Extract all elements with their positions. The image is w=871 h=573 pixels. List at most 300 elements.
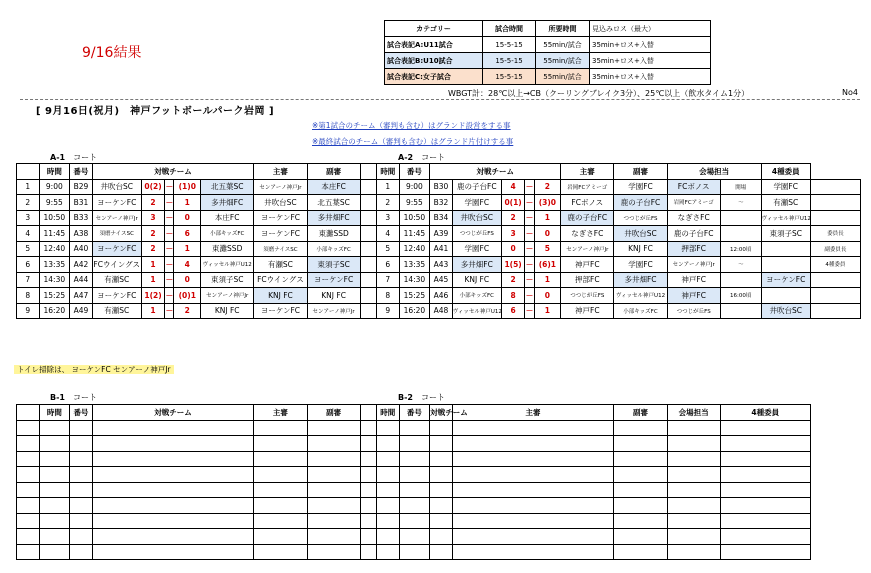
away-score: 2 <box>534 179 561 195</box>
away-score: 1 <box>534 272 561 288</box>
home-team: ヨーケンFC <box>92 195 141 211</box>
away-score: 0 <box>534 288 561 304</box>
home-team: 井吹台SC <box>92 179 141 195</box>
match-header: 対戦チーム <box>92 164 254 180</box>
home-team: ヨーケンFC <box>92 241 141 257</box>
match-code: B29 <box>70 179 93 195</box>
court-a1-code: A-1 <box>50 153 66 162</box>
empty-cell <box>92 529 254 545</box>
assistant-referee: KNJ FC <box>307 288 360 304</box>
match-index: 3 <box>377 210 400 226</box>
match-code: A47 <box>70 288 93 304</box>
empty-cell <box>377 482 400 498</box>
assistant-referee: センアーノ神戸Jr <box>307 303 360 319</box>
match-index: 7 <box>17 272 40 288</box>
home-team: 学園FC <box>452 241 501 257</box>
loss-header: 見込みロス（最大） <box>590 21 711 37</box>
away-score: 2 <box>174 303 201 319</box>
empty-cell <box>360 529 376 545</box>
staff-name: 東須子SC <box>761 226 810 242</box>
referee: 小部キッズFC <box>614 303 667 319</box>
referee: ヴィッセル神戸U12 <box>614 288 667 304</box>
assistant-referee: 神戸FC <box>667 272 720 288</box>
match-code: A43 <box>430 257 453 273</box>
away-score: 0 <box>174 272 201 288</box>
court-b2-label <box>398 392 445 403</box>
assistant-header: 副審 <box>307 405 360 421</box>
empty-cell <box>307 467 360 483</box>
empty-cell <box>399 498 430 514</box>
assistant-referee: 東灘SSD <box>307 226 360 242</box>
committee-header: 4種委員 <box>761 164 810 180</box>
spacer-cell <box>360 195 376 211</box>
score-separator: － <box>165 210 174 226</box>
staff-time: 開場 <box>720 179 761 195</box>
empty-cell <box>39 498 70 514</box>
blank-cell <box>360 164 376 180</box>
empty-match-row <box>17 498 861 514</box>
home-team: KNJ FC <box>452 272 501 288</box>
toilet-note-wrap <box>14 357 174 376</box>
match-index: 6 <box>377 257 400 273</box>
empty-cell <box>399 513 430 529</box>
empty-cell <box>70 436 93 452</box>
assistant-referee: ヨーケンFC <box>307 272 360 288</box>
match-time-header: 試合時間 <box>483 21 536 37</box>
empty-cell <box>92 498 254 514</box>
empty-cell <box>254 451 307 467</box>
empty-cell <box>720 529 810 545</box>
empty-match-row <box>17 436 861 452</box>
match-index: 4 <box>17 226 40 242</box>
committee-role: 委員長 <box>810 226 860 242</box>
empty-cell <box>360 436 376 452</box>
toilet-note: トイレ掃除は、 ヨーケンFC センアーノ神戸Jr <box>14 365 174 374</box>
empty-cell <box>720 436 810 452</box>
assistant-referee: センアーノ神戸Jr <box>667 257 720 273</box>
score-separator: － <box>525 195 534 211</box>
away-score: 4 <box>174 257 201 273</box>
assistant-referee: 岩岡FCアミーゴ <box>667 195 720 211</box>
empty-cell <box>307 498 360 514</box>
empty-cell <box>92 482 254 498</box>
home-team: 須磨ナイスSC <box>92 226 141 242</box>
court-word: コート <box>421 153 446 162</box>
empty-match-row <box>17 529 861 545</box>
referee-header: 主審 <box>254 405 307 421</box>
empty-cell <box>667 420 720 436</box>
match-index: 8 <box>17 288 40 304</box>
referee: 多井畑FC <box>614 272 667 288</box>
away-team: ヴィッセル神戸U12 <box>201 257 254 273</box>
page-number: No4 <box>842 88 858 97</box>
referee: つつじが丘FS <box>614 210 667 226</box>
referee: 井吹台SC <box>254 195 307 211</box>
match-time: 10:50 <box>399 210 430 226</box>
category-row <box>385 53 711 69</box>
court-a2-label <box>398 152 445 163</box>
empty-cell <box>92 451 254 467</box>
empty-cell <box>720 498 810 514</box>
category-loss: 35min+ロス+入替 <box>590 53 711 69</box>
empty-cell <box>360 467 376 483</box>
home-team: 有瀬SC <box>92 272 141 288</box>
time-header: 時間 <box>39 164 70 180</box>
away-score: 5 <box>534 241 561 257</box>
empty-cell <box>399 451 430 467</box>
match-row <box>17 272 861 288</box>
score-separator: － <box>165 195 174 211</box>
match-time: 9:55 <box>39 195 70 211</box>
match-time: 11:45 <box>399 226 430 242</box>
empty-cell <box>307 436 360 452</box>
staff-time: 16:00頃 <box>720 288 761 304</box>
number-header: 番号 <box>399 405 430 421</box>
number-header: 番号 <box>70 164 93 180</box>
empty-cell <box>430 451 453 467</box>
empty-cell <box>254 513 307 529</box>
assistant-referee: FCボノス <box>667 179 720 195</box>
committee-header: 4種委員 <box>720 405 810 421</box>
empty-cell <box>614 544 667 560</box>
empty-cell <box>17 513 40 529</box>
score-separator: － <box>165 288 174 304</box>
empty-match-row <box>17 467 861 483</box>
score-separator: － <box>525 288 534 304</box>
spacer-cell <box>360 210 376 226</box>
away-score: (3)0 <box>534 195 561 211</box>
court-a1-label <box>50 152 97 163</box>
match-time: 11:45 <box>39 226 70 242</box>
match-time: 13:35 <box>399 257 430 273</box>
home-score: 2 <box>501 210 525 226</box>
score-separator: － <box>165 303 174 319</box>
blank-cell <box>360 405 376 421</box>
away-team: 神戸FC <box>561 257 614 273</box>
away-score: 6 <box>174 226 201 242</box>
away-score: 1 <box>174 241 201 257</box>
empty-cell <box>720 467 810 483</box>
away-team: センアーノ神戸Jr <box>201 288 254 304</box>
empty-cell <box>377 420 400 436</box>
staff-time <box>720 303 761 319</box>
match-row <box>17 257 861 273</box>
empty-match-row <box>17 482 861 498</box>
empty-cell <box>399 544 430 560</box>
referee: 須磨ナイスSC <box>254 241 307 257</box>
empty-cell <box>399 420 430 436</box>
match-code: A46 <box>430 288 453 304</box>
empty-match-row <box>17 513 861 529</box>
court-a2-code: A-2 <box>398 153 414 162</box>
referee-header: 主審 <box>254 164 307 180</box>
home-score: 3 <box>501 226 525 242</box>
score-separator: － <box>525 210 534 226</box>
staff-time <box>720 226 761 242</box>
empty-cell <box>377 529 400 545</box>
category-header: カテゴリー <box>385 21 483 37</box>
score-separator: － <box>165 257 174 273</box>
staff-name <box>761 288 810 304</box>
match-row <box>17 226 861 242</box>
match-code: A49 <box>70 303 93 319</box>
match-index: 8 <box>377 288 400 304</box>
match-code: B31 <box>70 195 93 211</box>
match-code: B32 <box>430 195 453 211</box>
empty-cell <box>254 529 307 545</box>
match-row <box>17 210 861 226</box>
empty-cell <box>70 482 93 498</box>
home-score: 2 <box>141 241 165 257</box>
empty-cell <box>39 529 70 545</box>
home-team: 井吹台SC <box>452 210 501 226</box>
empty-cell <box>70 513 93 529</box>
referee: ヨーケンFC <box>254 226 307 242</box>
home-team: FCウイングス <box>92 257 141 273</box>
referee-header: 主審 <box>452 405 614 421</box>
match-index: 1 <box>377 179 400 195</box>
empty-cell <box>70 451 93 467</box>
staff-time <box>720 210 761 226</box>
spacer-cell <box>360 303 376 319</box>
assistant-referee: 鹿の子台FC <box>667 226 720 242</box>
assistant-referee: なぎさFC <box>667 210 720 226</box>
empty-cell <box>92 420 254 436</box>
spacer-cell <box>360 288 376 304</box>
home-score: 2 <box>501 272 525 288</box>
empty-cell <box>720 513 810 529</box>
empty-cell <box>667 451 720 467</box>
assistant-header: 副審 <box>614 405 667 421</box>
referee: ヨーケンFC <box>254 303 307 319</box>
match-time: 12:40 <box>39 241 70 257</box>
category-label: 試合表記C:女子試合 <box>385 69 483 85</box>
empty-cell <box>17 498 40 514</box>
match-index: 4 <box>377 226 400 242</box>
assistant-header: 副審 <box>614 164 667 180</box>
empty-cell <box>307 420 360 436</box>
empty-cell <box>399 482 430 498</box>
empty-cell <box>39 544 70 560</box>
court-word: コート <box>420 393 445 402</box>
category-duration: 55min/試合 <box>536 37 590 53</box>
match-index: 5 <box>377 241 400 257</box>
match-index: 9 <box>377 303 400 319</box>
empty-cell <box>254 482 307 498</box>
empty-cell <box>452 513 614 529</box>
spacer-cell <box>360 226 376 242</box>
staff-name: ヨーケンFC <box>761 272 810 288</box>
home-score: 0(1) <box>501 195 525 211</box>
venue-staff-header: 会場担当 <box>667 164 761 180</box>
empty-cell <box>614 467 667 483</box>
note-first-match[interactable]: ※第1試合のチーム（審判も含む）はグランド設営をする事 <box>312 121 511 130</box>
schedule-table-b <box>16 404 861 560</box>
blank-cell <box>17 405 40 421</box>
referee: KNJ FC <box>254 288 307 304</box>
committee-role <box>810 303 860 319</box>
away-team: 神戸FC <box>561 303 614 319</box>
empty-cell <box>720 544 810 560</box>
home-team: センアーノ神戸Jr <box>92 210 141 226</box>
empty-cell <box>399 467 430 483</box>
away-score: 0 <box>174 210 201 226</box>
empty-cell <box>720 451 810 467</box>
match-code: A40 <box>70 241 93 257</box>
away-team: 小部キッズFC <box>201 226 254 242</box>
venue-staff-header: 会場担当 <box>667 405 720 421</box>
empty-cell <box>720 420 810 436</box>
home-team: 小部キッズFC <box>452 288 501 304</box>
match-time: 15:25 <box>399 288 430 304</box>
wbgt-note: WBGT計：28℃以上→CB（クーリングブレイク3分）、25℃以上（飲水タイム1分） <box>448 89 750 98</box>
separator-line <box>20 99 860 100</box>
blank-cell <box>17 164 40 180</box>
score-separator: － <box>165 272 174 288</box>
away-team: FCボノス <box>561 195 614 211</box>
court-word: コート <box>72 393 97 402</box>
empty-cell <box>360 482 376 498</box>
empty-cell <box>92 436 254 452</box>
empty-cell <box>39 482 70 498</box>
referee: センアーノ神戸Jr <box>254 179 307 195</box>
match-code: A48 <box>430 303 453 319</box>
empty-cell <box>614 436 667 452</box>
category-time: 15-5-15 <box>483 37 536 53</box>
home-score: 4 <box>501 179 525 195</box>
empty-cell <box>92 544 254 560</box>
venue-title: [ 9月16日(祝月) 神戸フットボールパーク岩岡 ] <box>36 106 275 117</box>
match-code: B34 <box>430 210 453 226</box>
category-loss: 35min+ロス+入替 <box>590 37 711 53</box>
match-time: 9:00 <box>39 179 70 195</box>
committee-role <box>810 179 860 195</box>
home-team: 有瀬SC <box>92 303 141 319</box>
committee-role <box>810 210 860 226</box>
match-time: 10:50 <box>39 210 70 226</box>
match-code: A44 <box>70 272 93 288</box>
empty-cell <box>307 513 360 529</box>
home-score: 1 <box>141 257 165 273</box>
empty-cell <box>92 513 254 529</box>
empty-cell <box>254 436 307 452</box>
match-index: 5 <box>17 241 40 257</box>
match-code: A45 <box>430 272 453 288</box>
match-time: 15:25 <box>39 288 70 304</box>
away-score: (1)0 <box>174 179 201 195</box>
empty-cell <box>360 513 376 529</box>
empty-cell <box>307 451 360 467</box>
empty-cell <box>430 482 453 498</box>
number-header: 番号 <box>70 405 93 421</box>
schedule-table-a <box>16 163 861 319</box>
empty-cell <box>377 544 400 560</box>
empty-cell <box>360 420 376 436</box>
score-separator: － <box>525 303 534 319</box>
empty-cell <box>430 467 453 483</box>
committee-role <box>810 195 860 211</box>
home-score: 8 <box>501 288 525 304</box>
category-duration: 55min/試合 <box>536 53 590 69</box>
empty-cell <box>17 544 40 560</box>
score-separator: － <box>165 226 174 242</box>
away-score: 0 <box>534 226 561 242</box>
empty-match-row <box>17 420 861 436</box>
empty-cell <box>614 529 667 545</box>
match-code: B30 <box>430 179 453 195</box>
match-time: 16:20 <box>399 303 430 319</box>
empty-match-row <box>17 544 861 560</box>
note-last-match[interactable]: ※最終試合のチーム（審判も含む）はグランド片付けする事 <box>312 137 514 146</box>
home-score: 2 <box>141 195 165 211</box>
match-index: 7 <box>377 272 400 288</box>
duration-header: 所要時間 <box>536 21 590 37</box>
empty-cell <box>720 482 810 498</box>
category-table <box>384 20 711 85</box>
match-index: 1 <box>17 179 40 195</box>
empty-cell <box>360 451 376 467</box>
empty-cell <box>452 529 614 545</box>
empty-cell <box>70 544 93 560</box>
score-separator: － <box>525 241 534 257</box>
assistant-header: 副審 <box>307 164 360 180</box>
staff-time <box>720 272 761 288</box>
time-header: 時間 <box>39 405 70 421</box>
page-heading: 9/16結果 <box>82 45 142 61</box>
referee: ヨーケンFC <box>254 210 307 226</box>
score-separator: － <box>525 272 534 288</box>
home-team: ヨーケンFC <box>92 288 141 304</box>
away-team: 岩岡FCアミーゴ <box>561 179 614 195</box>
score-separator: － <box>525 257 534 273</box>
away-team: 多井畑FC <box>201 195 254 211</box>
empty-cell <box>377 467 400 483</box>
empty-cell <box>452 544 614 560</box>
spacer-cell <box>360 241 376 257</box>
assistant-referee: 北五葉SC <box>307 195 360 211</box>
assistant-referee: つつじが丘FS <box>667 303 720 319</box>
empty-cell <box>17 482 40 498</box>
home-score: 1(2) <box>141 288 165 304</box>
empty-match-row <box>17 451 861 467</box>
home-score: 1 <box>141 303 165 319</box>
category-loss: 35min+ロス+入替 <box>590 69 711 85</box>
empty-cell <box>667 467 720 483</box>
time-header: 時間 <box>377 405 400 421</box>
empty-cell <box>39 451 70 467</box>
empty-cell <box>614 498 667 514</box>
empty-cell <box>430 420 453 436</box>
home-team: ヴィッセル神戸U12 <box>452 303 501 319</box>
empty-cell <box>254 498 307 514</box>
category-row <box>385 37 711 53</box>
empty-cell <box>39 467 70 483</box>
referee: 学園FC <box>614 179 667 195</box>
spacer-cell <box>360 272 376 288</box>
match-row <box>17 195 861 211</box>
empty-cell <box>39 513 70 529</box>
score-separator: － <box>165 241 174 257</box>
away-score: (0)1 <box>174 288 201 304</box>
referee: KNJ FC <box>614 241 667 257</box>
away-score: 1 <box>534 210 561 226</box>
empty-cell <box>377 451 400 467</box>
empty-cell <box>667 498 720 514</box>
away-team: 鹿の子台FC <box>561 210 614 226</box>
match-row <box>17 303 861 319</box>
empty-cell <box>17 420 40 436</box>
empty-cell <box>70 467 93 483</box>
